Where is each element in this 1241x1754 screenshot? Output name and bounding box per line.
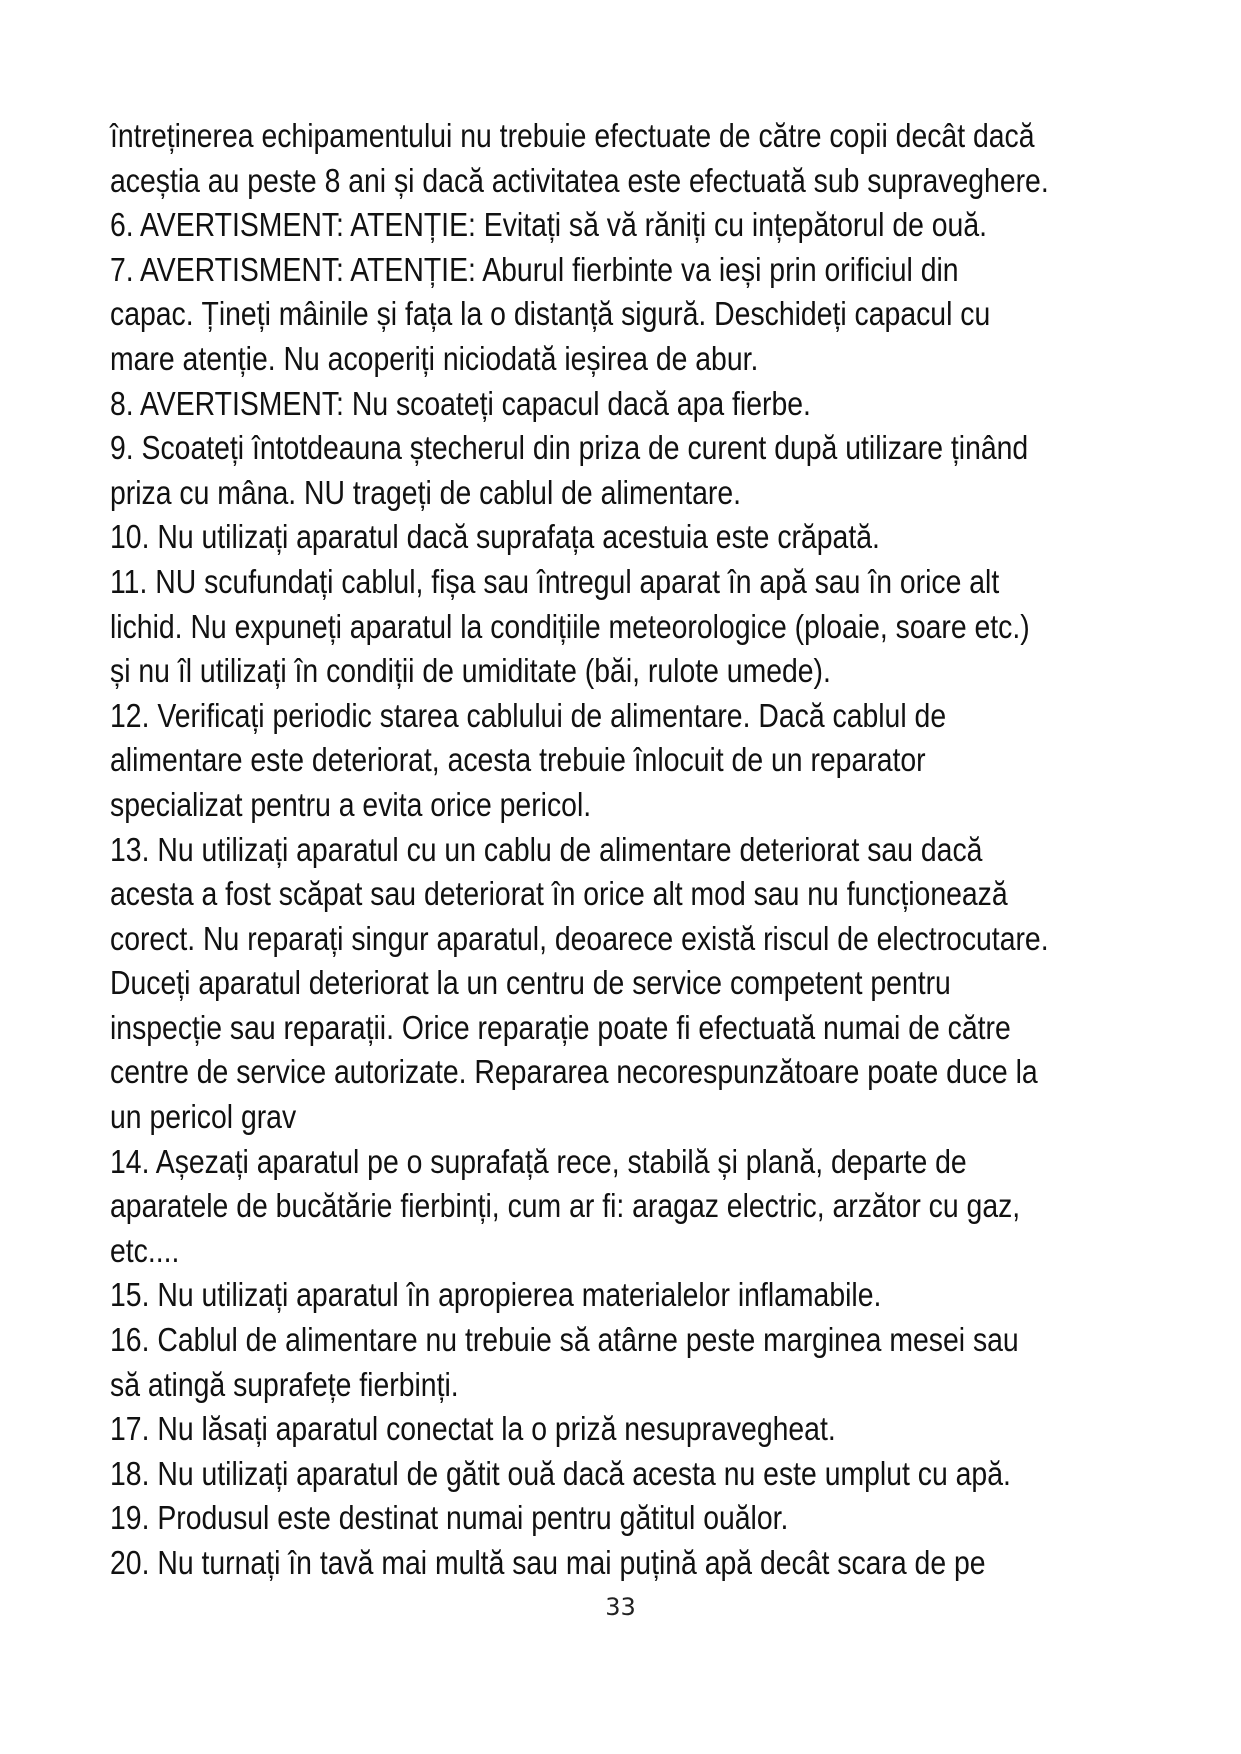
text-line: 6. AVERTISMENT: ATENȚIE: Evitați să vă răniți cu ințepătorul de ouă. bbox=[110, 206, 988, 244]
text-line: mare atenție. Nu acoperiți niciodată ieșirea de abur. bbox=[110, 339, 759, 377]
text-line: etc.... bbox=[110, 1231, 180, 1269]
text-line: 13. Nu utilizați aparatul cu un cablu de alimentare deteriorat sau dacă bbox=[110, 830, 983, 868]
text-line: 7. AVERTISMENT: ATENȚIE: Aburul fierbinte va ieși prin orificiul din bbox=[110, 250, 959, 288]
text-line: acesta a fost scăpat sau deteriorat în orice alt mod sau nu funcționează bbox=[110, 875, 1008, 913]
text-line: 8. AVERTISMENT: Nu scoateți capacul dacă apa fierbe. bbox=[110, 384, 811, 422]
text-line: și nu îl utilizați în condiții de umiditate (băi, rulote umede). bbox=[110, 652, 831, 690]
body-text bbox=[110, 114, 1200, 1586]
text-line: 11. NU scufundați cablul, fișa sau întregul aparat în apă sau în orice alt bbox=[110, 562, 1000, 600]
text-line: 9. Scoateți întotdeauna ștecherul din priza de curent după utilizare ținând bbox=[110, 429, 1029, 467]
text-line: 10. Nu utilizați aparatul dacă suprafața acestuia este crăpată. bbox=[110, 518, 880, 556]
text-line: 19. Produsul este destinat numai pentru gătitul ouălor. bbox=[110, 1499, 789, 1537]
text-line: un pericol grav bbox=[110, 1098, 297, 1136]
text-line: capac. Țineți mâinile și fața la o distanță sigură. Deschideți capacul cu bbox=[110, 295, 991, 333]
text-line: 17. Nu lăsați aparatul conectat la o priză nesupravegheat. bbox=[110, 1410, 836, 1448]
text-line: specializat pentru a evita orice pericol. bbox=[110, 785, 592, 823]
text-line: alimentare este deteriorat, acesta trebuie înlocuit de un reparator bbox=[110, 741, 926, 779]
page-number: 33 bbox=[605, 1593, 636, 1621]
text-line: 14. Așezați aparatul pe o suprafață rece, stabilă și plană, departe de bbox=[110, 1142, 967, 1180]
text-line: corect. Nu reparați singur aparatul, deoarece există riscul de electrocutare. bbox=[110, 919, 1049, 957]
text-line: inspecție sau reparații. Orice reparație poate fi efectuată numai de către bbox=[110, 1008, 1011, 1046]
text-line: 18. Nu utilizați aparatul de gătit ouă dacă acesta nu este umplut cu apă. bbox=[110, 1454, 1011, 1492]
text-line: aparatele de bucătărie fierbinți, cum ar fi: aragaz electric, arzător cu gaz, bbox=[110, 1187, 1021, 1225]
text-line: să atingă suprafețe fierbinți. bbox=[110, 1365, 459, 1403]
text-line: centre de service autorizate. Repararea necorespunzătoare poate duce la bbox=[110, 1053, 1038, 1091]
text-line: lichid. Nu expuneți aparatul la condițiile meteorologice (ploaie, soare etc.) bbox=[110, 607, 1030, 645]
text-line: aceștia au peste 8 ani și dacă activitatea este efectuată sub supraveghere. bbox=[110, 161, 1049, 199]
text-line: priza cu mâna. NU trageți de cablul de alimentare. bbox=[110, 473, 741, 511]
text-line: Duceți aparatul deteriorat la un centru de service competent pentru bbox=[110, 964, 951, 1002]
text-line: 16. Cablul de alimentare nu trebuie să atârne peste marginea mesei sau bbox=[110, 1321, 1019, 1359]
text-line: întreținerea echipamentului nu trebuie efectuate de către copii decât dacă bbox=[110, 117, 1035, 154]
text-line: 12. Verificați periodic starea cablului de alimentare. Dacă cablul de bbox=[110, 696, 947, 734]
text-line: 15. Nu utilizați aparatul în apropierea materialelor inflamabile. bbox=[110, 1276, 882, 1314]
text-line: 20. Nu turnați în tavă mai multă sau mai puțină apă decât scara de pe bbox=[110, 1544, 986, 1581]
